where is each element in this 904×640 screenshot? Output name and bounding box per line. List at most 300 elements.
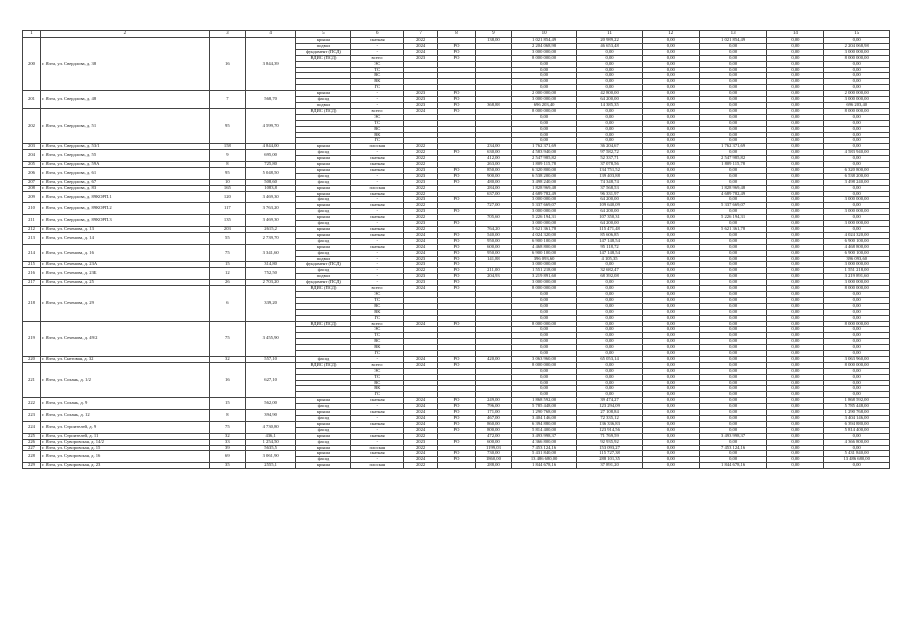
cell-year: 2022 (404, 445, 438, 451)
cell-executor: РО (437, 451, 475, 457)
cell-extra: 0,00 (577, 309, 642, 315)
cell-cost: 0,00 (511, 85, 576, 91)
cell-fund-a: 0,00 (642, 386, 699, 392)
cell-fund-d: 6 900 100,00 (824, 250, 890, 256)
cell-extra: 134 751,52 (577, 167, 642, 173)
cell-cost: 7 453 124,16 (511, 445, 576, 451)
cell-fund-d: 696 203,40 (824, 102, 890, 108)
cell-type: всего: (351, 108, 404, 114)
cell-fund-d: 0,00 (824, 463, 890, 469)
cell-fund-a: 0,00 (642, 108, 699, 114)
row-number-cell: 208 (23, 185, 41, 191)
cell-fund-d: 1 551 218,00 (824, 268, 890, 274)
area-cell: 4 599,70 (245, 108, 296, 143)
address-cell: г. Ялта, ул. Свердлова, д. 51 (40, 108, 209, 143)
cell-volume: 1860,00 (475, 457, 511, 463)
cell-element: крыша (296, 227, 351, 233)
row-number-cell: 220 (23, 356, 41, 362)
cell-type: ТС (351, 333, 404, 339)
row-number-cell: 207 (23, 179, 41, 185)
row-number-cell: 206 (23, 167, 41, 179)
document-sheet (22, 30, 890, 469)
cell-fund-c: 0,00 (767, 132, 824, 138)
cell-fund-c: 0,00 (767, 79, 824, 85)
cell-fund-a: 0,00 (642, 156, 699, 162)
cell-type: всего: (351, 55, 404, 61)
cell-cost: 696 203,40 (511, 102, 576, 108)
cell-fund-d: 0,00 (824, 297, 890, 303)
cell-fund-c: 0,00 (767, 191, 824, 197)
cell-fund-a: 0,00 (642, 91, 699, 97)
cell-cost: 0,00 (511, 126, 576, 132)
column-number: 11 (577, 31, 642, 38)
column-number: 10 (511, 31, 576, 38)
cell-year: 2024 (404, 427, 438, 433)
address-cell: г. Ялта, ул. Сеченова, д. 25 (40, 280, 209, 286)
count-cell: 33 (209, 439, 245, 445)
cell-year: 2022 (404, 162, 438, 168)
cell-fund-c: 0,00 (767, 55, 824, 61)
cell-element: фасад (296, 238, 351, 244)
cell-year: 2023 (404, 274, 438, 280)
address-cell: г. Ялта, ул. Свердлова, д. 55 (40, 150, 209, 162)
cell-fund-a: 0,00 (642, 368, 699, 374)
cell-fund-a: 0,00 (642, 439, 699, 445)
cell-fund-a: 0,00 (642, 392, 699, 398)
area-cell: 1 254,50 (245, 439, 296, 445)
cell-element: фасад (296, 356, 351, 362)
cell-extra: 97 582,72 (577, 150, 642, 156)
repair-program-table (22, 30, 890, 469)
column-number: 9 (475, 31, 511, 38)
cell-executor: РО (437, 362, 475, 368)
cell-fund-d: 5 785 448,00 (824, 404, 890, 410)
cell-fund-b: 0,00 (699, 327, 767, 333)
cell-cost: 0,00 (511, 380, 576, 386)
cell-volume: 412,00 (475, 156, 511, 162)
cell-fund-d: 0,00 (824, 327, 890, 333)
cell-cost: 0,00 (511, 61, 576, 67)
cell-fund-d: 5 431 840,00 (824, 451, 890, 457)
cell-fund-c: 0,00 (767, 351, 824, 357)
row-number-cell: 203 (23, 144, 41, 150)
cell-type: всего: (351, 286, 404, 292)
cell-extra: 74 348,74 (577, 179, 642, 185)
cell-year: 2024 (404, 232, 438, 238)
cell-fund-d: 0,00 (824, 185, 890, 191)
cell-cost: 3 000 000,00 (511, 262, 576, 268)
cell-cost: 0,00 (511, 333, 576, 339)
cell-fund-d: 0,00 (824, 126, 890, 132)
cell-fund-b: 1 021 854,49 (699, 38, 767, 44)
cell-fund-b: 5 337 669,07 (699, 203, 767, 209)
cell-fund-a: 0,00 (642, 221, 699, 227)
cell-type: плоская (351, 144, 404, 150)
row-number-cell: 215 (23, 262, 41, 268)
cell-fund-c: 0,00 (767, 297, 824, 303)
cell-fund-c: 0,00 (767, 457, 824, 463)
cell-extra: 46 653,48 (577, 43, 642, 49)
cell-type: - (351, 268, 404, 274)
cell-fund-c: 0,00 (767, 173, 824, 179)
cell-type: скатная (351, 433, 404, 439)
cell-cost: 8 000 000,00 (511, 286, 576, 292)
cell-fund-a: 0,00 (642, 102, 699, 108)
area-cell: 2615,2 (245, 227, 296, 233)
cell-cost: 4 024 320,00 (511, 232, 576, 238)
cell-cost: 6 394 880,00 (511, 421, 576, 427)
address-cell: г. Ялта, ул. Свердлова, д. 67 (40, 179, 209, 185)
cell-fund-a: 0,00 (642, 197, 699, 203)
cell-fund-c: 0,00 (767, 232, 824, 238)
cell-extra: 0,00 (577, 392, 642, 398)
cell-type: - (351, 102, 404, 108)
cell-fund-d: 0,00 (824, 380, 890, 386)
cell-fund-b: 0,00 (699, 303, 767, 309)
cell-extra: 4 105,35 (577, 256, 642, 262)
cell-element: крыша (296, 203, 351, 209)
address-cell: г. Ялта, ул. Сохань, д. 12 (40, 410, 209, 422)
count-cell: 120 (209, 191, 245, 203)
cell-fund-a: 0,00 (642, 427, 699, 433)
address-cell: г. Ялта, ул. Сохань, д. 9 (40, 398, 209, 410)
cell-fund-d: 0,00 (824, 291, 890, 297)
cell-executor: РО (437, 173, 475, 179)
cell-volume: 138,00 (475, 38, 511, 44)
cell-fund-c: 0,00 (767, 114, 824, 120)
area-cell: 3 844,39 (245, 38, 296, 91)
cell-type: ВС (351, 303, 404, 309)
cell-executor: РО (437, 404, 475, 410)
cell-extra: 32 682,47 (577, 268, 642, 274)
cell-fund-c: 0,00 (767, 280, 824, 286)
cell-fund-d: 5 814 400,00 (824, 427, 890, 433)
cell-extra: 0,00 (577, 108, 642, 114)
cell-cost: 0,00 (511, 327, 576, 333)
cell-fund-b: 0,00 (699, 380, 767, 386)
cell-fund-a: 0,00 (642, 356, 699, 362)
cell-cost: 1 868 592,00 (511, 398, 576, 404)
cell-cost: 0,00 (511, 73, 576, 79)
cell-fund-d: 4 583 940,00 (824, 150, 890, 156)
cell-fund-d: 0,00 (824, 309, 890, 315)
cell-element: фундамент (ПСД) (296, 49, 351, 55)
cell-extra: 0,00 (577, 303, 642, 309)
cell-year: 2023 (404, 179, 438, 185)
cell-element: фасад (296, 150, 351, 156)
cell-type: скатная (351, 38, 404, 44)
area-cell: 339,20 (245, 286, 296, 321)
cell-fund-c: 0,00 (767, 333, 824, 339)
cell-fund-c: 0,00 (767, 209, 824, 215)
area-cell: 725,80 (245, 162, 296, 168)
cell-fund-a: 0,00 (642, 416, 699, 422)
cell-executor: РО (437, 356, 475, 362)
cell-type: скатная (351, 167, 404, 173)
address-cell: г. Ялта, ул. Сеченова, д. 23Б (40, 268, 209, 280)
address-cell: г. Ялта, ул. Сеченова, д. 49/2 (40, 321, 209, 356)
area-cell: 3 455,90 (245, 321, 296, 356)
cell-fund-a: 0,00 (642, 457, 699, 463)
address-cell: г. Ялта, ул. Свердлова, д. 59А (40, 162, 209, 168)
cell-fund-c: 0,00 (767, 398, 824, 404)
cell-fund-d: 0,00 (824, 120, 890, 126)
cell-fund-c: 0,00 (767, 421, 824, 427)
cell-extra: 0,00 (577, 280, 642, 286)
area-cell: 557,10 (245, 356, 296, 362)
count-cell: 10 (209, 179, 245, 185)
cell-type: ЭС (351, 327, 404, 333)
cell-cost: 0,00 (511, 138, 576, 144)
cell-volume: 630,00 (475, 150, 511, 156)
cell-fund-d: 0,00 (824, 73, 890, 79)
address-cell: г. Ялта, ул. Свердлова, д. 89КОРП.2 (40, 203, 209, 215)
cell-cost: 0,00 (511, 120, 576, 126)
cell-element: ВДИС (ПСД) (296, 55, 351, 61)
cell-fund-c: 0,00 (767, 244, 824, 250)
cell-fund-c: 0,00 (767, 345, 824, 351)
cell-fund-c: 0,00 (767, 126, 824, 132)
column-number: 6 (351, 31, 404, 38)
cell-fund-b: 4 689 782,49 (699, 191, 767, 197)
cell-fund-a: 0,00 (642, 351, 699, 357)
cell-type: - (351, 404, 404, 410)
cell-fund-c: 0,00 (767, 315, 824, 321)
cell-fund-b: 0,00 (699, 362, 767, 368)
cell-extra: 139 403,88 (577, 173, 642, 179)
cell-year: 2024 (404, 250, 438, 256)
count-cell: 75 (209, 421, 245, 433)
cell-executor: РО (437, 457, 475, 463)
cell-fund-d: 0,00 (824, 392, 890, 398)
cell-extra: 0,00 (577, 114, 642, 120)
row-number-cell: 213 (23, 232, 41, 244)
cell-element: ВДИС (ПСД) (296, 321, 351, 327)
cell-element: подвал (296, 274, 351, 280)
cell-fund-a: 0,00 (642, 315, 699, 321)
cell-fund-c: 0,00 (767, 433, 824, 439)
cell-cost: 3 219 891,60 (511, 274, 576, 280)
column-number: 13 (699, 31, 767, 38)
cell-type: всего: (351, 362, 404, 368)
cell-fund-d: 0,00 (824, 61, 890, 67)
cell-element: крыша (296, 185, 351, 191)
cell-cost: 3 498 240,00 (511, 179, 576, 185)
cell-fund-c: 0,00 (767, 368, 824, 374)
table-body (23, 31, 890, 469)
cell-extra: 14 385,35 (577, 102, 642, 108)
cell-fund-d: 3 404 146,00 (824, 416, 890, 422)
cell-type: - (351, 221, 404, 227)
cell-fund-b: 0,00 (699, 49, 767, 55)
cell-type: - (351, 280, 404, 286)
cell-type: ВК (351, 386, 404, 392)
cell-element: фасад (296, 404, 351, 410)
cell-fund-a: 0,00 (642, 309, 699, 315)
cell-fund-d: 0,00 (824, 132, 890, 138)
cell-type: ГС (351, 85, 404, 91)
column-number: 2 (40, 31, 209, 38)
cell-fund-c: 0,00 (767, 362, 824, 368)
cell-fund-d: 4 024 320,00 (824, 232, 890, 238)
count-cell: 7 (209, 91, 245, 109)
cell-fund-a: 0,00 (642, 43, 699, 49)
cell-executor: РО (437, 244, 475, 250)
address-cell: г. Ялта, ул. Свердлова, д. 38 (40, 38, 209, 91)
count-cell: 35 (209, 463, 245, 469)
cell-fund-a: 0,00 (642, 132, 699, 138)
cell-type: ВК (351, 79, 404, 85)
cell-fund-b: 1 762 371,69 (699, 144, 767, 150)
cell-year: 2024 (404, 43, 438, 49)
cell-extra: 0,00 (577, 73, 642, 79)
cell-extra: 288 101,35 (577, 457, 642, 463)
column-number: 3 (209, 31, 245, 38)
cell-cost: 3 000 000,00 (511, 197, 576, 203)
cell-type: - (351, 250, 404, 256)
cell-executor: РО (437, 398, 475, 404)
cell-fund-d: 6 394 880,00 (824, 421, 890, 427)
cell-fund-a: 0,00 (642, 85, 699, 91)
cell-executor: РО (437, 232, 475, 238)
cell-fund-b: 1 809 115,78 (699, 162, 767, 168)
cell-fund-b: 0,00 (699, 173, 767, 179)
row-number-cell: 228 (23, 451, 41, 463)
cell-cost: 5 785 448,00 (511, 404, 576, 410)
cell-type: ТС (351, 120, 404, 126)
area-cell: 314,80 (245, 262, 296, 268)
address-cell: г. Ялта, ул. Сохань, д. 1/2 (40, 362, 209, 397)
cell-cost: 0,00 (511, 315, 576, 321)
cell-type: скатная (351, 162, 404, 168)
cell-fund-d: 4 468 800,00 (824, 244, 890, 250)
cell-element: крыша (296, 421, 351, 427)
cell-cost: 0,00 (511, 374, 576, 380)
cell-fund-c: 0,00 (767, 67, 824, 73)
address-cell: г. Ялта, ул. Свердлова, д. 89КОРП.3 (40, 215, 209, 227)
count-cell: 26 (209, 280, 245, 286)
cell-fund-b: 0,00 (699, 309, 767, 315)
cell-extra: 153 093,27 (577, 445, 642, 451)
cell-fund-d: 0,00 (824, 144, 890, 150)
cell-fund-b: 0,00 (699, 102, 767, 108)
cell-fund-a: 0,00 (642, 374, 699, 380)
cell-fund-a: 0,00 (642, 126, 699, 132)
count-cell: 117 (209, 203, 245, 215)
cell-executor: РО (437, 268, 475, 274)
cell-cost: 13 486 680,00 (511, 457, 576, 463)
cell-fund-d: 0,00 (824, 227, 890, 233)
cell-fund-c: 0,00 (767, 356, 824, 362)
cell-cost: 3 000 000,00 (511, 97, 576, 103)
cell-cost: 3 000 000,00 (511, 221, 576, 227)
count-cell: 16 (209, 38, 245, 91)
cell-fund-d: 8 000 000,00 (824, 321, 890, 327)
cell-extra: 0,00 (577, 374, 642, 380)
cell-fund-b: 0,00 (699, 297, 767, 303)
cell-cost: 8 000 000,00 (511, 55, 576, 61)
cell-extra: 95 118,72 (577, 244, 642, 250)
cell-fund-c: 0,00 (767, 150, 824, 156)
cell-fund-c: 0,00 (767, 392, 824, 398)
cell-element: фундамент (ПСД) (296, 262, 351, 268)
cell-element: фасад (296, 457, 351, 463)
cell-fund-c: 0,00 (767, 203, 824, 209)
cell-fund-a: 0,00 (642, 55, 699, 61)
cell-fund-b: 0,00 (699, 351, 767, 357)
cell-fund-c: 0,00 (767, 91, 824, 97)
cell-volume: 637,00 (475, 191, 511, 197)
cell-extra: 0,00 (577, 333, 642, 339)
cell-fund-c: 0,00 (767, 38, 824, 44)
cell-fund-c: 0,00 (767, 262, 824, 268)
cell-element: крыша (296, 144, 351, 150)
cell-element: ВДИС (ПСД) (296, 108, 351, 114)
cell-extra: 37 568,53 (577, 185, 642, 191)
cell-fund-a: 0,00 (642, 380, 699, 386)
cell-element: крыша (296, 215, 351, 221)
cell-fund-a: 0,00 (642, 244, 699, 250)
cell-fund-b: 0,00 (699, 85, 767, 91)
cell-executor: РО (437, 102, 475, 108)
cell-executor: РО (437, 321, 475, 327)
address-cell: г. Ялта, ул. Свердлова, д. 61 (40, 167, 209, 179)
cell-fund-c: 0,00 (767, 108, 824, 114)
cell-type: плоская (351, 445, 404, 451)
address-cell: г. Ялта, ул. Сеченова, д. 16 (40, 244, 209, 262)
cell-fund-a: 0,00 (642, 286, 699, 292)
area-cell: 4 844,00 (245, 144, 296, 150)
cell-fund-b: 0,00 (699, 398, 767, 404)
cell-type: скатная (351, 398, 404, 404)
cell-type: ТС (351, 374, 404, 380)
cell-fund-b: 0,00 (699, 345, 767, 351)
cell-fund-b: 1 844 678,16 (699, 463, 767, 469)
cell-executor: РО (437, 49, 475, 55)
cell-type: - (351, 416, 404, 422)
cell-fund-a: 0,00 (642, 333, 699, 339)
cell-extra: 0,00 (577, 321, 642, 327)
cell-cost: 3 000 000,00 (511, 280, 576, 286)
cell-fund-b: 0,00 (699, 132, 767, 138)
address-cell: г. Ялта, ул. Свердлова, д. 48 (40, 91, 209, 109)
cell-element: фасад (296, 179, 351, 185)
cell-fund-b: 0,00 (699, 262, 767, 268)
cell-fund-d: 0,00 (824, 67, 890, 73)
cell-fund-d: 0,00 (824, 162, 890, 168)
cell-element: крыша (296, 433, 351, 439)
address-cell: г. Ялта, ул. Строителей, д. 11 (40, 433, 209, 439)
cell-fund-a: 0,00 (642, 256, 699, 262)
cell-extra: 0,00 (577, 262, 642, 268)
cell-year: 2022 (404, 150, 438, 156)
cell-fund-d: 0,00 (824, 138, 890, 144)
cell-extra: 115 727,38 (577, 451, 642, 457)
cell-executor: РО (437, 416, 475, 422)
cell-fund-b: 0,00 (699, 197, 767, 203)
cell-type: скатная (351, 410, 404, 416)
table-row (23, 463, 890, 469)
row-number-cell: 223 (23, 410, 41, 422)
address-cell: г. Ялта, ул. Свердлова, д. 83 (40, 185, 209, 191)
cell-type: скатная (351, 215, 404, 221)
cell-fund-d: 0,00 (824, 368, 890, 374)
cell-extra: 147 148,54 (577, 250, 642, 256)
cell-extra: 0,00 (577, 380, 642, 386)
cell-type: - (351, 49, 404, 55)
cell-extra: 0,00 (577, 120, 642, 126)
cell-extra: 0,00 (577, 67, 642, 73)
